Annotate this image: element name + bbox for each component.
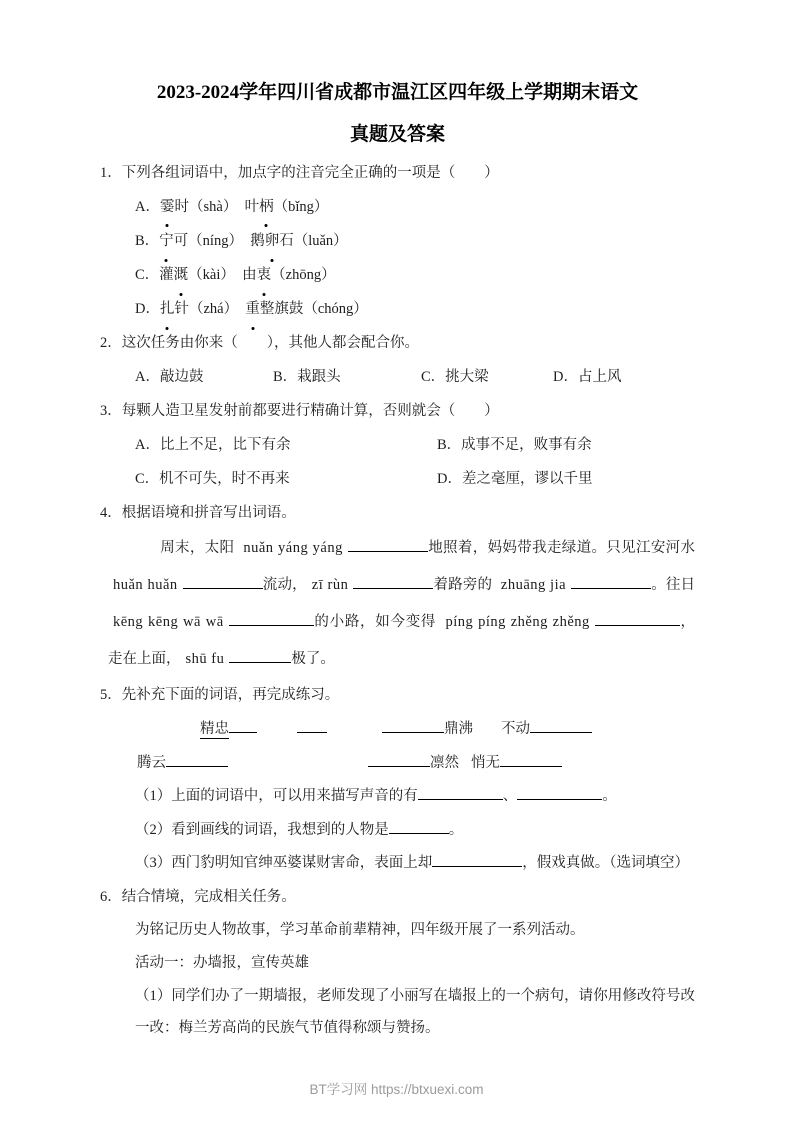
q6-stem: 6．结合情境，完成相关任务。 [100, 889, 296, 906]
answer-blank [595, 611, 680, 626]
underlined-word: 精忠 [200, 721, 229, 738]
answer-blank [418, 786, 503, 801]
sub-text: （3）西门豹明知官绅巫婆谋财害命，表面上却 [135, 855, 433, 872]
q5-idiom-row-1 [100, 712, 695, 746]
option-text: （zhōng） [271, 266, 336, 283]
q1-option-a [135, 190, 695, 224]
option-text: A． [135, 198, 160, 215]
passage-text: 周末，太阳 [160, 540, 239, 557]
q4-passage [100, 530, 695, 678]
option-text: 石（luǎn） [279, 232, 348, 249]
page-title-line2: 真题及答案 [349, 123, 445, 145]
q2-option-d: D．占上风 [553, 368, 622, 385]
dotted-char: 霎 [160, 190, 175, 224]
answer-blank [382, 718, 444, 733]
q2-option-b: B．栽跟头 [273, 368, 341, 385]
idiom-part: 鼎沸 [444, 721, 473, 738]
answer-blank [517, 786, 602, 801]
q2-options [100, 360, 695, 394]
pinyin-text: kēng kēng wā wā [113, 614, 224, 631]
option-text: （kài） 由 [188, 266, 257, 283]
q6-paragraph-1: 为铭记历史人物故事，学习革命前辈精神，四年级开展了一系列活动。 [135, 922, 585, 939]
q6-paragraph-2: 活动一：办墙报，宣传英雄 [135, 955, 309, 972]
q5-stem: 5．先补充下面的词语，再完成练习。 [100, 687, 340, 704]
q2-stem: 2．这次任务由你来（ ），其他人都会配合你。 [100, 334, 419, 351]
q3-options [100, 428, 695, 496]
question-1 [100, 156, 695, 326]
q3-option-b: B．成事不足，败事有余 [437, 437, 592, 454]
footer-link[interactable]: BT学习网 https://btxuexi.com [309, 1082, 484, 1097]
answer-blank [166, 753, 228, 768]
q3-option-a: A．比上不足，比下有余 [135, 437, 291, 454]
pinyin-text: nuǎn yáng yáng [243, 540, 343, 557]
q1-option-b [135, 224, 695, 258]
q1-option-c [135, 258, 695, 292]
page-title-line1: 2023-2024学年四川省成都市温江区四年级上学期期末语文 [156, 82, 639, 103]
option-text: （bǐng） [273, 198, 329, 215]
pinyin-text: shū fu [185, 651, 225, 668]
pinyin-text: zī rùn [311, 577, 349, 594]
dotted-char: 衷 [257, 258, 272, 292]
q3-option-c: C．机不可失，时不再来 [135, 471, 290, 488]
page-footer [0, 1078, 793, 1098]
passage-text: 的小路，如今变得 [313, 614, 441, 631]
dotted-char: 重 [245, 292, 260, 326]
dotted-char: 柄 [259, 190, 274, 224]
answer-blank [389, 819, 449, 834]
sub-text: 。 [602, 788, 617, 805]
answer-blank [183, 574, 263, 589]
dotted-char: 卵 [265, 224, 280, 258]
q4-stem: 4．根据语境和拼音写出词语。 [100, 505, 296, 522]
answer-blank [353, 574, 433, 589]
question-2 [100, 326, 695, 394]
q1-options [100, 190, 695, 326]
q6-paragraph-3: （1）同学们办了一期墙报，老师发现了小丽写在墙报上的一个病句，请你用修改符号改一改：梅兰芳高尚的民族气节值得称颂与赞扬。 [135, 987, 695, 1037]
question-4 [100, 496, 695, 678]
q1-stem: 1．下列各组词语中，加点字的注音完全正确的一项是（ ） [100, 164, 499, 181]
answer-blank [432, 852, 522, 867]
option-text: 可（níng） 鹅 [173, 232, 265, 249]
option-text: D． [135, 300, 160, 317]
option-text: B． [135, 232, 160, 249]
answer-blank [297, 718, 327, 733]
passage-text: 。往日 [651, 577, 696, 594]
sub-text: 。 [448, 821, 464, 838]
option-text: 针（zhá） [174, 300, 246, 317]
q2-option-c: C．挑大梁 [421, 368, 489, 385]
dotted-char: 宁 [159, 224, 174, 258]
passage-text: 极了。 [291, 651, 335, 668]
q1-option-d [135, 292, 695, 326]
answer-blank [500, 753, 562, 768]
answer-blank [368, 753, 430, 768]
idiom-part: 悄无 [471, 755, 500, 772]
option-text: 整旗鼓（chóng） [259, 300, 368, 317]
pinyin-text: huǎn huǎn [113, 577, 178, 594]
sub-text: （2）看到画线的词语，我想到的人物是 [135, 821, 389, 838]
answer-blank [530, 718, 592, 733]
passage-text: 着路旁的 [433, 577, 496, 594]
q3-option-d: D．差之毫厘，谬以千里 [437, 471, 593, 488]
idiom-part: 凛然 [430, 755, 459, 772]
pinyin-text: píng píng zhěng zhěng [445, 614, 590, 631]
question-5 [100, 678, 695, 880]
option-text: C．灌 [135, 266, 174, 283]
question-3 [100, 394, 695, 496]
q2-option-a: A．敲边鼓 [135, 368, 204, 385]
answer-blank [348, 538, 428, 553]
question-6 [100, 880, 695, 1045]
sub-text: ，假戏真做。（选词填空） [522, 855, 689, 872]
sub-text: （1）上面的词语中，可以用来描写声音的有 [135, 788, 418, 805]
sub-text: 、 [502, 788, 518, 805]
page-title [100, 72, 695, 156]
q3-stem: 3．每颗人造卫星发射前都要进行精确计算，否则就会（ ） [100, 403, 499, 420]
option-text: 时（shà） 叶 [174, 198, 260, 215]
passage-text: 流动， [262, 577, 307, 594]
passage-text: 地照着，妈妈带我走绿道。只见江安河水 [427, 540, 696, 557]
answer-blank [229, 611, 314, 626]
q5-subquestion-2 [100, 814, 695, 847]
q5-subquestion-3 [100, 847, 695, 880]
idiom-part: 不动 [501, 721, 530, 738]
passage-text: ，走在上面， [108, 614, 696, 668]
idiom-part: 腾云 [137, 755, 166, 772]
answer-blank [229, 648, 291, 663]
answer-blank [229, 718, 257, 733]
q5-subquestion-1 [100, 780, 695, 813]
pinyin-text: zhuāng jia [500, 577, 567, 594]
answer-blank [571, 574, 651, 589]
dotted-char: 扎 [160, 292, 175, 326]
dotted-char: 溉 [174, 258, 189, 292]
q5-idiom-row-2 [100, 746, 695, 780]
